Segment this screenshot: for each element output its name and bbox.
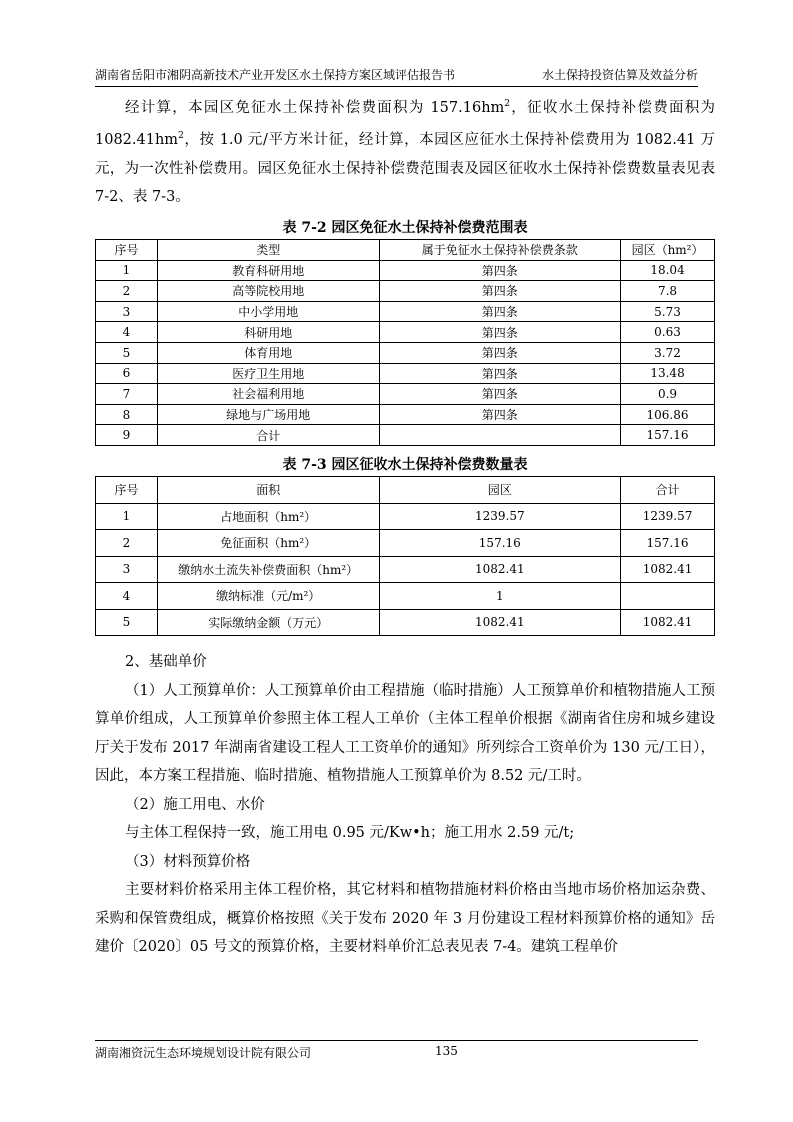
table-cell: 1 xyxy=(96,503,158,530)
header-right-title: 水土保持投资估算及效益分析 xyxy=(541,68,698,82)
table-cell: 第四条 xyxy=(379,342,621,363)
table-cell: 106.86 xyxy=(621,404,715,425)
superscript: 2 xyxy=(504,99,511,109)
material-price-text: 主要材料价格采用主体工程价格，其它材料和植物措施材料价格由当地市场价格加运杂费、采购和保管费组成，概算价格按照《关于发布 2020 年 3 月份建设工程材料预算价格的通知》岳建价〔2020〕05 号文的预算价格，主要材料单价汇总表见表 7-4。建筑工程单价 xyxy=(95,882,715,955)
table-cell: 第四条 xyxy=(379,301,621,322)
table-cell: 第四条 xyxy=(379,363,621,384)
column-header: 属于免征水土保持补偿费条款 xyxy=(379,240,621,261)
footer-company: 湖南湘资沅生态环境规划设计院有限公司 xyxy=(95,1046,312,1060)
table-cell: 8 xyxy=(96,404,158,425)
power-water-text: 与主体工程保持一致，施工用电 0.95 元/Kw•h；施工用水 2.59 元/t; xyxy=(125,825,575,841)
table-cell: 体育用地 xyxy=(157,342,379,363)
table-header-row xyxy=(96,240,715,261)
header-divider xyxy=(95,86,698,87)
table-cell xyxy=(379,425,621,446)
table-cell: 7.8 xyxy=(621,281,715,302)
table-cell: 1082.41 xyxy=(621,556,715,583)
table-cell: 1082.41 xyxy=(621,609,715,636)
table-row xyxy=(96,384,715,405)
intro-text-b: ，征收水土保持补偿费面积为 1082.41hm xyxy=(95,99,716,149)
footer-divider xyxy=(95,1040,698,1041)
table-row xyxy=(96,503,715,530)
column-header: 类型 xyxy=(157,240,379,261)
table-cell: 医疗卫生用地 xyxy=(157,363,379,384)
labor-price-text: 人工预算单价由工程措施（临时措施）人工预算单价和植物措施人工预算单价组成，人工预算单价参照主体工程人工单价（主体工程单价根据《湖南省住房和城乡建设厅关于发布 2017 年湖南省建设工程人工工资单价的通知》所列综合工资单价为 130 元/工日），因此，本方案工程措施、临时措施、植物措施人工预算单价为 8.52 元/工时。 xyxy=(95,682,715,784)
table-cell: 9 xyxy=(96,425,158,446)
table-cell: 社会福利用地 xyxy=(157,384,379,405)
table-row xyxy=(96,322,715,343)
table-cell: 7 xyxy=(96,384,158,405)
table-row xyxy=(96,425,715,446)
table-cell: 科研用地 xyxy=(157,322,379,343)
table-cell: 157.16 xyxy=(621,425,715,446)
table-cell: 第四条 xyxy=(379,384,621,405)
table-cell: 第四条 xyxy=(379,260,621,281)
table-cell: 3.72 xyxy=(621,342,715,363)
labor-price-paragraph xyxy=(95,677,715,791)
table-cell: 0.63 xyxy=(621,322,715,343)
table-cell: 157.16 xyxy=(379,530,621,557)
table-cell: 6 xyxy=(96,363,158,384)
table-cell: 实际缴纳金额（万元） xyxy=(157,609,379,636)
table-cell xyxy=(621,583,715,610)
table-row xyxy=(96,530,715,557)
intro-paragraph-block xyxy=(95,90,715,212)
table-header-row xyxy=(96,477,715,504)
material-price-title: （3）材料预算价格 xyxy=(125,853,251,870)
table-cell: 1082.41 xyxy=(379,556,621,583)
table-row xyxy=(96,556,715,583)
table-row xyxy=(96,609,715,636)
table-cell: 缴纳标准（元/m²） xyxy=(157,583,379,610)
intro-text-a: 经计算，本园区免征水土保持补偿费面积为 157.16hm xyxy=(125,99,505,116)
table-cell: 绿地与广场用地 xyxy=(157,404,379,425)
table-cell: 5.73 xyxy=(621,301,715,322)
power-water-title: （2）施工用电、水价 xyxy=(125,796,265,813)
table-cell: 3 xyxy=(96,301,158,322)
table-cell: 免征面积（hm²） xyxy=(157,530,379,557)
table-cell: 4 xyxy=(96,583,158,610)
table-cell: 18.04 xyxy=(621,260,715,281)
table-cell: 第四条 xyxy=(379,322,621,343)
table-row xyxy=(96,404,715,425)
table-row xyxy=(96,583,715,610)
table-cell: 0.9 xyxy=(621,384,715,405)
table-cell: 合计 xyxy=(157,425,379,446)
table-cell: 2 xyxy=(96,281,158,302)
table-cell: 缴纳水土流失补偿费面积（hm²） xyxy=(157,556,379,583)
intro-text-c: ，按 1.0 元/平方米计征，经计算，本园区应征水土保持补偿费用为 1082.41 万元，为一次性补偿费用。园区免征水土保持补偿费范围表及园区征收水土保持补偿费数量表见表 7-2、表 7-3。 xyxy=(95,132,715,206)
page-header xyxy=(95,63,698,83)
column-header: 园区 xyxy=(379,477,621,504)
table-cell: 157.16 xyxy=(621,530,715,557)
table-cell: 占地面积（hm²） xyxy=(157,503,379,530)
table2-caption: 表 7-3 园区征收水土保持补偿费数量表 xyxy=(282,457,528,473)
table-row xyxy=(96,342,715,363)
table-cell: 第四条 xyxy=(379,404,621,425)
table-cell: 第四条 xyxy=(379,281,621,302)
table-cell: 5 xyxy=(96,342,158,363)
table-cell: 2 xyxy=(96,530,158,557)
column-header: 合计 xyxy=(621,477,715,504)
section-basic-prices xyxy=(95,648,715,962)
header-left-title: 湖南省岳阳市湘阴高新技术产业开发区水土保持方案区域评估报告书 xyxy=(95,68,456,82)
table-cell: 3 xyxy=(96,556,158,583)
column-header: 园区（hm²） xyxy=(621,240,715,261)
table-cell: 5 xyxy=(96,609,158,636)
table-row xyxy=(96,260,715,281)
table-cell: 1239.57 xyxy=(621,503,715,530)
column-header: 序号 xyxy=(96,240,158,261)
table-cell: 教育科研用地 xyxy=(157,260,379,281)
table-cell: 中小学用地 xyxy=(157,301,379,322)
labor-price-title: （1）人工预算单价： xyxy=(125,682,265,699)
table-cell: 1 xyxy=(96,260,158,281)
superscript: 2 xyxy=(178,131,184,142)
table-row xyxy=(96,363,715,384)
table-cell: 1082.41 xyxy=(379,609,621,636)
column-header: 面积 xyxy=(157,477,379,504)
table1-caption: 表 7-2 园区免征水土保持补偿费范围表 xyxy=(282,220,528,236)
page-footer xyxy=(95,1044,698,1061)
table-cell: 高等院校用地 xyxy=(157,281,379,302)
table-row xyxy=(96,281,715,302)
exemption-range-table xyxy=(95,239,715,446)
table-cell: 13.48 xyxy=(621,363,715,384)
page-number: 135 xyxy=(435,1044,458,1058)
table-cell: 1239.57 xyxy=(379,503,621,530)
section-heading: 2、基础单价 xyxy=(125,654,207,670)
table-row xyxy=(96,301,715,322)
levy-quantity-table xyxy=(95,476,715,636)
intro-paragraph xyxy=(95,90,715,212)
table-cell: 4 xyxy=(96,322,158,343)
table-cell: 1 xyxy=(379,583,621,610)
column-header: 序号 xyxy=(96,477,158,504)
